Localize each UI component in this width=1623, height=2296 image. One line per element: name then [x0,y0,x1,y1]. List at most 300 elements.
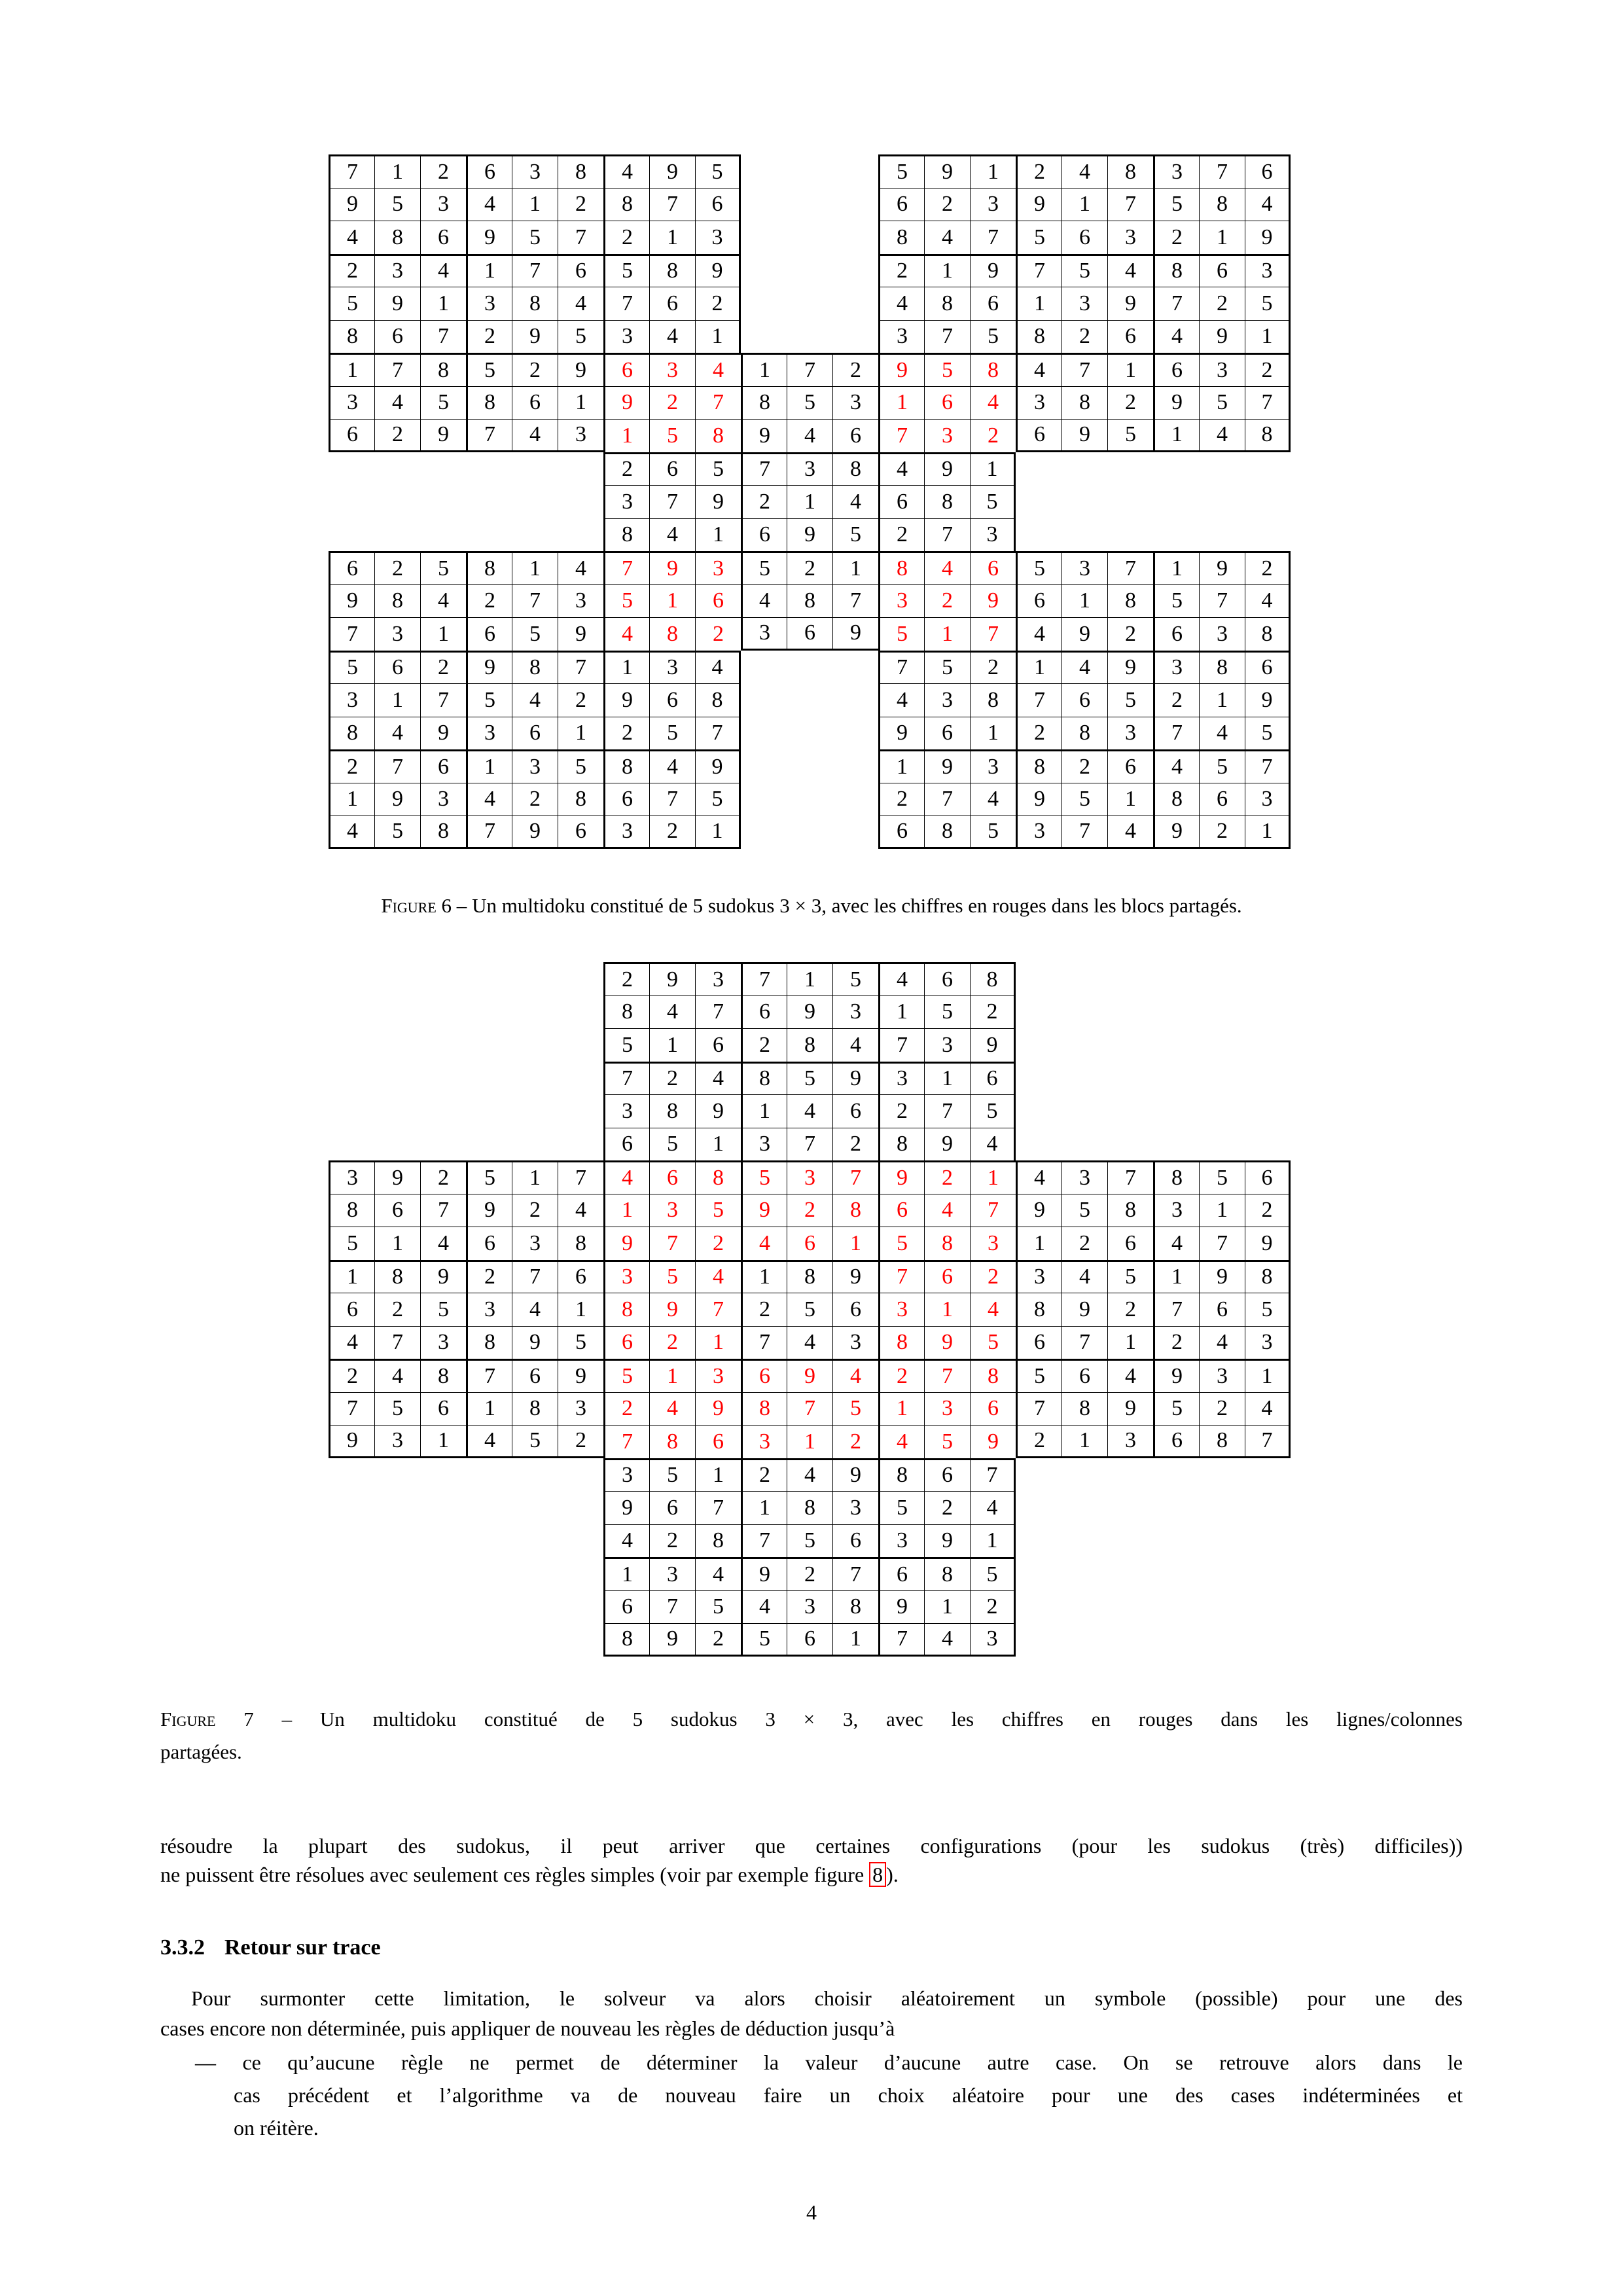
sudoku-cell: 9 [1061,1293,1107,1326]
sudoku-cell: 3 [1107,1425,1153,1458]
sudoku-cell: 5 [1199,1160,1245,1194]
sudoku-cell: 1 [558,386,603,420]
sudoku-cell: 8 [558,1227,603,1260]
sudoku-cell: 1 [741,1094,787,1128]
sudoku-cell: 1 [832,551,878,584]
sudoku-cell: 1 [1245,320,1291,353]
sudoku-cell: 6 [1245,1160,1291,1194]
sudoku-cell: 7 [420,1194,466,1227]
sudoku-cell: 5 [970,1557,1016,1590]
sudoku-cell: 9 [695,749,741,783]
sudoku-cell: 7 [1107,1160,1153,1194]
sudoku-cell: 9 [970,254,1016,287]
sudoku-cell: 7 [1153,287,1199,320]
sudoku-cell: 1 [787,962,832,996]
sudoku-cell: 9 [832,1458,878,1492]
sudoku-cell: 3 [1016,1260,1061,1293]
sudoku-cell: 4 [970,1293,1016,1326]
sudoku-cell: 9 [1107,1392,1153,1426]
sudoku-cell: 5 [787,1293,832,1326]
sudoku-cell: 7 [512,1260,558,1293]
sudoku-cell: 7 [741,1524,787,1558]
sudoku-cell: 2 [512,353,558,386]
sudoku-cell: 7 [329,1392,374,1426]
sudoku-cell: 9 [1199,551,1245,584]
sudoku-cell: 4 [1153,749,1199,783]
sudoku-cell: 9 [832,1062,878,1095]
sudoku-cell: 6 [420,221,466,254]
sudoku-cell: 4 [741,1227,787,1260]
sudoku-cell: 6 [603,783,649,816]
sudoku-cell: 6 [1061,1359,1107,1392]
sudoku-cell: 8 [1153,254,1199,287]
sudoku-cell: 1 [1107,1326,1153,1359]
sudoku-cell: 5 [1153,188,1199,221]
sudoku-cell: 1 [1016,287,1061,320]
sudoku-cell: 3 [1245,783,1291,816]
sudoku-cell: 4 [329,816,374,849]
sudoku-cell: 6 [695,188,741,221]
sudoku-cell: 4 [1016,617,1061,651]
sudoku-cell: 3 [741,617,787,651]
sudoku-cell: 8 [558,154,603,188]
sudoku-cell: 5 [603,1028,649,1062]
sudoku-cell: 5 [1107,683,1153,717]
sudoku-cell: 3 [924,1028,970,1062]
sudoku-cell: 5 [924,1425,970,1458]
sudoku-cell: 7 [558,221,603,254]
sudoku-cell: 1 [420,617,466,651]
sudoku-cell: 4 [924,1194,970,1227]
sudoku-cell: 3 [924,1392,970,1426]
sudoku-cell: 5 [466,683,512,717]
sudoku-cell: 9 [924,749,970,783]
sudoku-cell: 5 [878,1227,924,1260]
sudoku-cell: 4 [1199,717,1245,750]
sudoku-cell: 4 [1107,1359,1153,1392]
sudoku-cell: 5 [603,1359,649,1392]
sudoku-cell: 7 [1061,816,1107,849]
sudoku-cell: 8 [787,1491,832,1524]
sudoku-cell: 3 [1107,221,1153,254]
sudoku-cell: 7 [466,816,512,849]
sudoku-cell: 2 [558,1425,603,1458]
sudoku-cell: 4 [649,996,695,1029]
sudoku-cell: 6 [970,287,1016,320]
sudoku-cell: 3 [649,651,695,684]
sudoku-cell: 2 [1061,320,1107,353]
sudoku-cell: 9 [970,1028,1016,1062]
sudoku-cell: 5 [512,1425,558,1458]
sudoku-cell: 1 [1199,1194,1245,1227]
sudoku-cell: 2 [1199,816,1245,849]
sudoku-cell: 4 [878,962,924,996]
sudoku-cell: 8 [970,1359,1016,1392]
sudoku-cell: 8 [603,1293,649,1326]
sudoku-cell: 5 [832,962,878,996]
sudoku-cell: 7 [787,1128,832,1161]
sudoku-cell: 6 [649,1160,695,1194]
sudoku-cell: 7 [329,617,374,651]
sudoku-cell: 4 [329,1326,374,1359]
sudoku-cell: 1 [741,1491,787,1524]
sudoku-cell: 5 [558,320,603,353]
sudoku-cell: 4 [1153,320,1199,353]
sudoku-cell: 2 [649,1326,695,1359]
sudoku-cell: 8 [924,1557,970,1590]
sudoku-cell: 6 [603,353,649,386]
sudoku-cell: 2 [603,1392,649,1426]
sudoku-cell: 8 [1107,584,1153,618]
sudoku-cell: 9 [1153,1359,1199,1392]
sudoku-cell: 1 [649,1028,695,1062]
sudoku-cell: 9 [649,962,695,996]
sudoku-cell: 1 [512,1160,558,1194]
paragraph-2 [160,1983,1463,2043]
sudoku-cell: 7 [466,1359,512,1392]
sudoku-cell: 8 [603,518,649,552]
sudoku-cell: 5 [924,651,970,684]
sudoku-cell: 9 [374,287,420,320]
sudoku-cell: 2 [420,154,466,188]
sudoku-cell: 1 [1061,584,1107,618]
sudoku-cell: 3 [603,320,649,353]
sudoku-cell: 7 [649,485,695,518]
sudoku-cell: 1 [1016,1227,1061,1260]
sudoku-cell: 5 [512,221,558,254]
sudoku-cell: 4 [787,1094,832,1128]
sudoku-cell: 7 [1107,188,1153,221]
sudoku-cell: 8 [603,188,649,221]
sudoku-cell: 1 [420,287,466,320]
sudoku-cell: 2 [374,551,420,584]
sudoku-cell: 9 [924,1524,970,1558]
sudoku-cell: 2 [970,1260,1016,1293]
sudoku-cell: 8 [420,353,466,386]
sudoku-cell: 5 [649,1458,695,1492]
sudoku-cell: 7 [558,1160,603,1194]
sudoku-cell: 1 [878,996,924,1029]
sudoku-cell: 4 [878,452,924,486]
sudoku-cell: 7 [787,353,832,386]
sudoku-cell: 4 [603,617,649,651]
figure7-caption [160,1703,1463,1768]
sudoku-cell: 8 [1061,1392,1107,1426]
sudoku-cell: 2 [1245,551,1291,584]
sudoku-cell: 6 [649,683,695,717]
sudoku-cell: 3 [878,1524,924,1558]
sudoku-cell: 2 [649,1524,695,1558]
sudoku-cell: 1 [1107,353,1153,386]
sudoku-cell: 7 [970,221,1016,254]
sudoku-cell: 6 [1153,353,1199,386]
sudoku-cell: 3 [1199,353,1245,386]
sudoku-cell: 7 [924,518,970,552]
sudoku-cell: 4 [924,1623,970,1657]
sudoku-cell: 9 [420,717,466,750]
sudoku-cell: 9 [1107,287,1153,320]
sudoku-cell: 9 [1016,783,1061,816]
sudoku-cell: 3 [741,1425,787,1458]
sudoku-cell: 1 [329,1260,374,1293]
sudoku-cell: 3 [420,783,466,816]
sudoku-cell: 1 [924,254,970,287]
sudoku-cell: 1 [1153,419,1199,452]
sudoku-cell: 2 [695,1227,741,1260]
sudoku-cell: 9 [1199,1260,1245,1293]
sudoku-cell: 5 [832,518,878,552]
sudoku-cell: 4 [924,551,970,584]
sudoku-cell: 9 [466,1194,512,1227]
sudoku-cell: 4 [603,1524,649,1558]
sudoku-cell: 3 [924,683,970,717]
sudoku-cell: 2 [512,783,558,816]
sudoku-cell: 8 [695,1524,741,1558]
sudoku-cell: 7 [1061,1326,1107,1359]
sudoku-cell: 7 [1016,254,1061,287]
sudoku-cell: 6 [466,154,512,188]
sudoku-cell: 9 [741,1557,787,1590]
sudoku-cell: 6 [924,1260,970,1293]
sudoku-cell: 1 [787,1425,832,1458]
sudoku-cell: 8 [374,584,420,618]
sudoku-cell: 6 [878,485,924,518]
sudoku-cell: 4 [787,1458,832,1492]
sudoku-cell: 1 [832,1227,878,1260]
sudoku-cell: 1 [924,617,970,651]
sudoku-cell: 9 [878,1160,924,1194]
sudoku-cell: 6 [1199,1293,1245,1326]
sudoku-cell: 1 [329,353,374,386]
sudoku-cell: 8 [512,651,558,684]
sudoku-cell: 5 [1199,749,1245,783]
sudoku-cell: 3 [832,386,878,420]
sudoku-cell: 3 [649,1194,695,1227]
sudoku-cell: 6 [329,1293,374,1326]
sudoku-cell: 9 [878,717,924,750]
sudoku-cell: 6 [878,816,924,849]
sudoku-cell: 8 [1153,1160,1199,1194]
sudoku-cell: 9 [603,1227,649,1260]
sudoku-cell: 6 [1107,320,1153,353]
figure7-caption-label: Figure 7 – [160,1708,293,1731]
paragraph-2-line1: Pour surmonter cette limitation, le solveur va alors choisir aléatoirement un symbole (possible) pour une des [191,1986,1463,2010]
sudoku-cell: 2 [695,617,741,651]
sudoku-cell: 9 [1245,221,1291,254]
sudoku-cell: 1 [741,353,787,386]
sudoku-cell: 4 [741,584,787,618]
sudoku-cell: 2 [832,353,878,386]
sudoku-cell: 2 [374,419,420,452]
sudoku-cell: 6 [970,1062,1016,1095]
sudoku-cell: 6 [695,1425,741,1458]
sudoku-cell: 1 [466,254,512,287]
sudoku-cell: 3 [878,320,924,353]
sudoku-cell: 4 [1016,1160,1061,1194]
sudoku-cell: 7 [970,1194,1016,1227]
sudoku-cell: 5 [695,783,741,816]
sudoku-cell: 3 [1061,551,1107,584]
sudoku-cell: 4 [1016,353,1061,386]
sudoku-cell: 1 [695,320,741,353]
sudoku-cell: 6 [878,1194,924,1227]
sudoku-cell: 3 [466,717,512,750]
sudoku-cell: 5 [924,996,970,1029]
sudoku-cell: 5 [787,1524,832,1558]
sudoku-cell: 8 [970,683,1016,717]
sudoku-cell: 7 [695,717,741,750]
sudoku-cell: 3 [466,287,512,320]
sudoku-cell: 9 [1016,188,1061,221]
sudoku-cell: 6 [878,1557,924,1590]
sudoku-cell: 6 [1199,783,1245,816]
sudoku-cell: 6 [649,452,695,486]
sudoku-cell: 4 [1107,254,1153,287]
sudoku-cell: 9 [1107,651,1153,684]
sudoku-cell: 9 [832,1260,878,1293]
sudoku-cell: 9 [649,154,695,188]
sudoku-cell: 9 [1061,617,1107,651]
sudoku-cell: 7 [649,188,695,221]
sudoku-cell: 5 [1016,221,1061,254]
sudoku-cell: 8 [924,287,970,320]
sudoku-cell: 8 [970,962,1016,996]
sudoku-cell: 6 [741,996,787,1029]
sudoku-cell: 7 [832,1160,878,1194]
sudoku-cell: 4 [695,1557,741,1590]
sudoku-cell: 6 [558,816,603,849]
figure8-link[interactable]: 8 [869,1862,886,1887]
sudoku-cell: 8 [878,1128,924,1161]
sudoku-cell: 5 [878,154,924,188]
sudoku-cell: 7 [1245,1425,1291,1458]
sudoku-cell: 7 [558,651,603,684]
sudoku-cell: 3 [924,419,970,452]
sudoku-cell: 9 [466,651,512,684]
sudoku-cell: 9 [695,485,741,518]
sudoku-cell: 8 [512,1392,558,1426]
sudoku-cell: 2 [649,1062,695,1095]
sudoku-cell: 8 [374,1260,420,1293]
sudoku-cell: 2 [1153,221,1199,254]
sudoku-cell: 9 [1199,320,1245,353]
sudoku-cell: 6 [1016,584,1061,618]
sudoku-cell: 4 [558,551,603,584]
sudoku-cell: 5 [649,1128,695,1161]
sudoku-cell: 8 [741,1062,787,1095]
sudoku-cell: 8 [1016,749,1061,783]
sudoku-cell: 4 [374,717,420,750]
sudoku-cell: 3 [878,584,924,618]
sudoku-cell: 5 [374,188,420,221]
sudoku-cell: 4 [420,584,466,618]
sudoku-cell: 3 [420,188,466,221]
sudoku-cell: 6 [1016,419,1061,452]
bullet-item [160,2046,1463,2144]
sudoku-cell: 7 [329,154,374,188]
sudoku-cell: 5 [374,816,420,849]
sudoku-cell: 1 [787,485,832,518]
sudoku-cell: 1 [649,1359,695,1392]
sudoku-cell: 2 [832,1425,878,1458]
sudoku-cell: 2 [1245,353,1291,386]
sudoku-cell: 4 [970,783,1016,816]
sudoku-cell: 6 [695,584,741,618]
sudoku-cell: 8 [832,1194,878,1227]
sudoku-cell: 9 [512,320,558,353]
sudoku-cell: 8 [329,717,374,750]
sudoku-cell: 5 [1245,1293,1291,1326]
sudoku-cell: 2 [1016,154,1061,188]
sudoku-cell: 8 [1061,717,1107,750]
sudoku-cell: 5 [1153,584,1199,618]
sudoku-cell: 7 [878,419,924,452]
sudoku-cell: 4 [970,386,1016,420]
sudoku-cell: 8 [374,221,420,254]
sudoku-cell: 1 [970,1524,1016,1558]
sudoku-cell: 1 [1199,683,1245,717]
sudoku-cell: 8 [695,1160,741,1194]
sudoku-cell: 2 [832,1128,878,1161]
sudoku-cell: 4 [878,683,924,717]
sudoku-cell: 9 [649,1293,695,1326]
sudoku-cell: 8 [603,1623,649,1657]
sudoku-cell: 8 [512,287,558,320]
sudoku-cell: 2 [420,1160,466,1194]
sudoku-cell: 6 [970,551,1016,584]
sudoku-cell: 7 [924,1094,970,1128]
sudoku-cell: 7 [924,320,970,353]
sudoku-cell: 3 [878,1062,924,1095]
sudoku-cell: 3 [420,1326,466,1359]
sudoku-cell: 7 [1199,584,1245,618]
sudoku-cell: 9 [374,1160,420,1194]
sudoku-cell: 4 [1153,1227,1199,1260]
sudoku-cell: 5 [420,551,466,584]
sudoku-cell: 7 [512,584,558,618]
sudoku-cell: 8 [1107,1194,1153,1227]
sudoku-cell: 9 [558,353,603,386]
sudoku-cell: 7 [420,683,466,717]
sudoku-cell: 6 [603,1590,649,1624]
paragraph-1-line2 [160,1860,1463,1889]
sudoku-cell: 7 [695,996,741,1029]
sudoku-cell: 3 [787,1590,832,1624]
sudoku-cell: 3 [832,996,878,1029]
sudoku-cell: 8 [1245,419,1291,452]
sudoku-cell: 7 [603,287,649,320]
sudoku-cell: 5 [1245,717,1291,750]
sudoku-cell: 9 [603,1491,649,1524]
sudoku-cell: 8 [878,551,924,584]
sudoku-cell: 1 [970,717,1016,750]
sudoku-cell: 1 [558,1293,603,1326]
sudoku-cell: 6 [970,1392,1016,1426]
sudoku-cell: 7 [649,1227,695,1260]
sudoku-cell: 5 [1016,1359,1061,1392]
sudoku-cell: 2 [649,386,695,420]
sudoku-cell: 1 [512,188,558,221]
sudoku-cell: 1 [603,651,649,684]
sudoku-cell: 6 [832,1293,878,1326]
sudoku-cell: 4 [1107,816,1153,849]
sudoku-cell: 4 [878,287,924,320]
sudoku-cell: 2 [924,1491,970,1524]
sudoku-cell: 6 [512,1359,558,1392]
sudoku-cell: 2 [878,783,924,816]
sudoku-cell: 3 [329,1160,374,1194]
sudoku-cell: 8 [1153,783,1199,816]
